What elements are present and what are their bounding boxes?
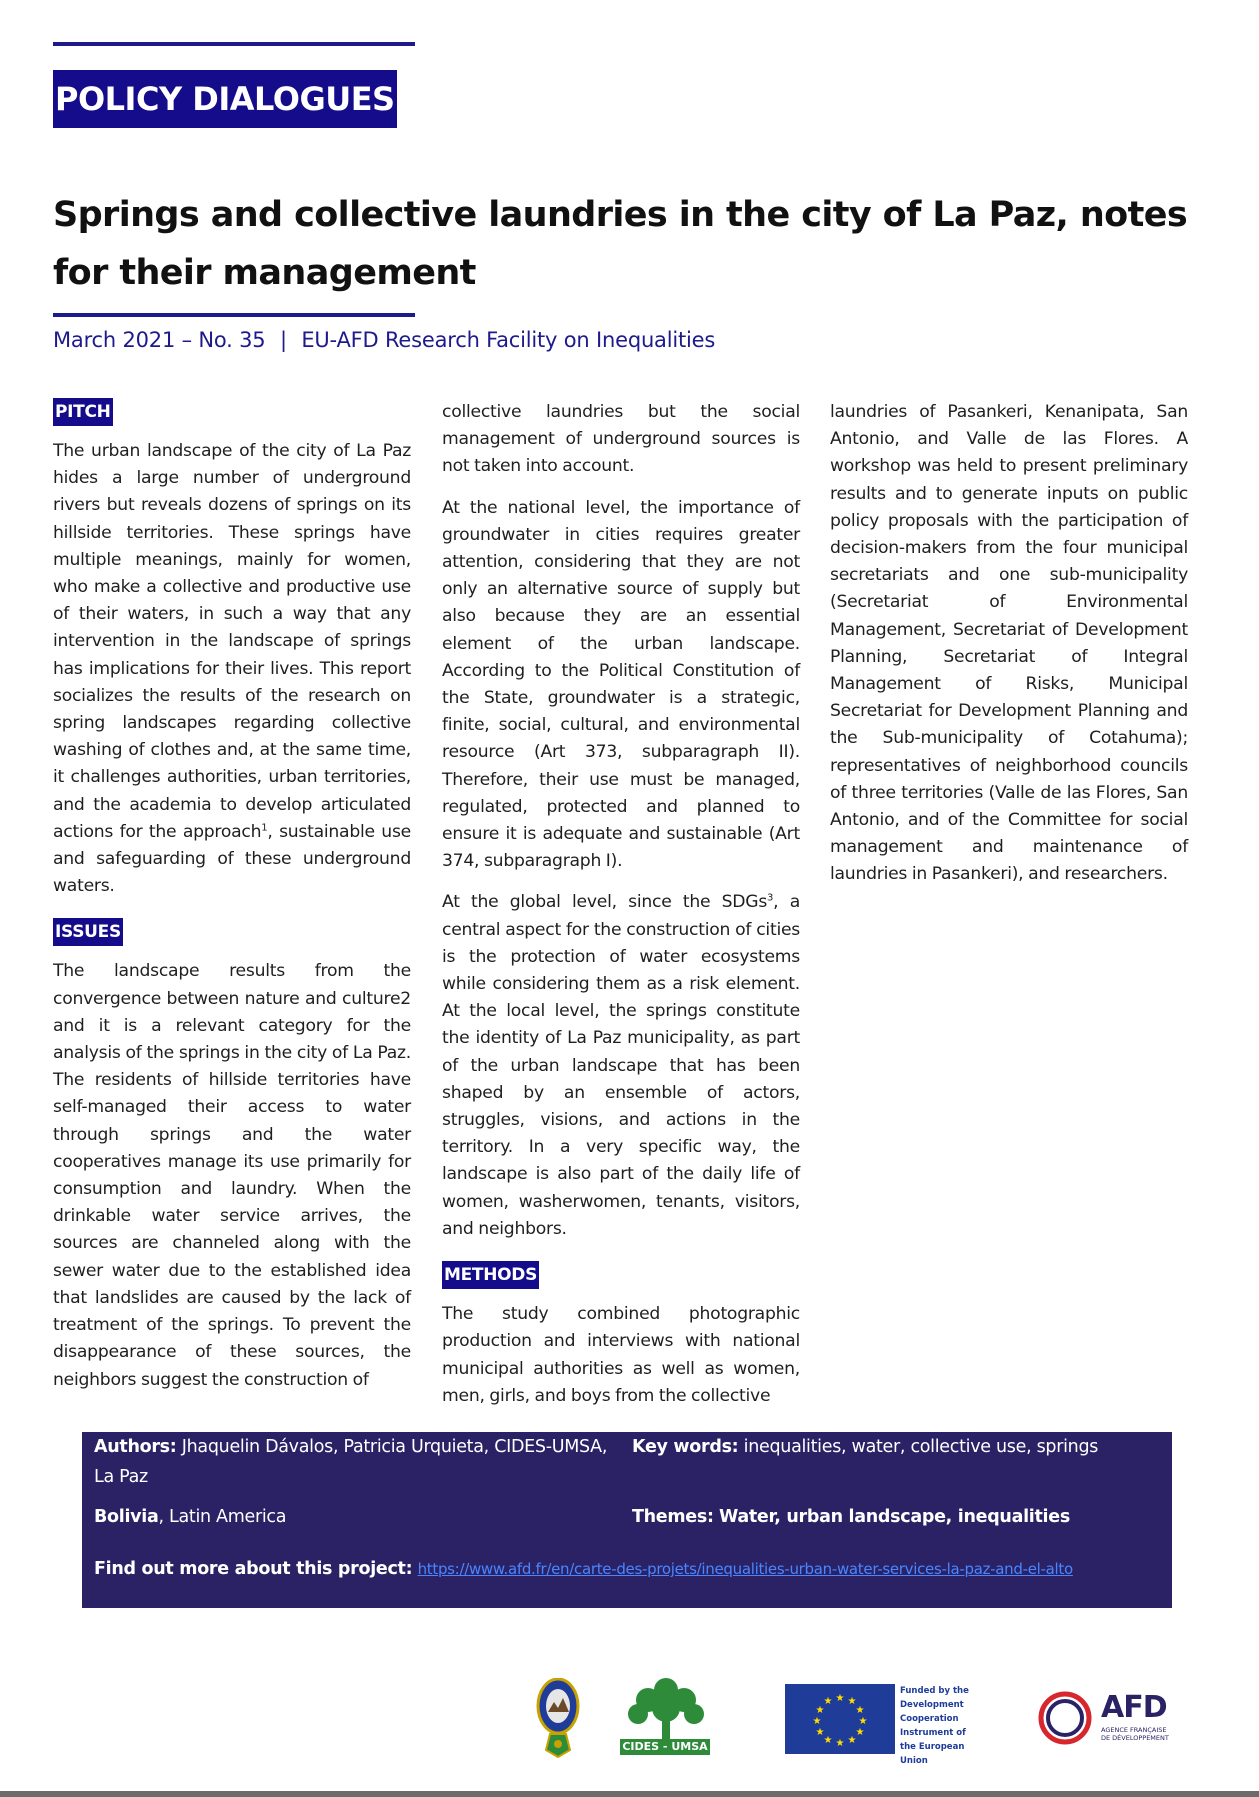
pitch-paragraph: The urban landscape of the city of La Paz hides a large number of underground rivers but reveals dozens of springs on its hillside territories. These springs have multiple meanings, mainly for women, who make a collective and productive use of their waters, in such a way that any intervention in the landscape of springs has implications for their lives. This report socializes the results of the research on spring landscapes regarding collective washing of clothes and, at the same time, it challenges authorities, urban territories, and the academia to develop articulated actions for the approach$^1$, sustainable use and safeguarding of these underground waters. xyxy=(53,441,411,897)
cides-umsa-logo xyxy=(618,1676,714,1758)
eu-logo xyxy=(785,1684,895,1758)
afd-logo xyxy=(1035,1688,1175,1748)
section-heading-methods: METHODS xyxy=(442,1261,539,1289)
issues-paragraph-continued: collective laundries but the social management of underground sources is not taken into account. xyxy=(442,402,800,477)
svg-text:★: ★ xyxy=(855,1727,865,1738)
column-2 xyxy=(442,399,800,1424)
svg-text:★: ★ xyxy=(847,1735,857,1746)
svg-text:★: ★ xyxy=(835,1738,845,1749)
column-1 xyxy=(53,398,411,1408)
svg-text:★: ★ xyxy=(847,1696,857,1707)
themes: Themes: Water, urban landscape, inequalities xyxy=(632,1507,1070,1527)
tree-icon xyxy=(618,1676,714,1740)
afd-subtitle-2: DE DÉVELOPPEMENT xyxy=(1101,1734,1169,1742)
afd-label: AFD xyxy=(1101,1690,1167,1725)
svg-text:★: ★ xyxy=(858,1716,868,1727)
column-3 xyxy=(830,399,1188,903)
svg-text:★: ★ xyxy=(815,1727,825,1738)
afd-ring-icon xyxy=(1035,1688,1097,1748)
afd-subtitle-1: AGENCE FRANÇAISE xyxy=(1101,1726,1167,1734)
series-banner: POLICY DIALOGUES xyxy=(53,70,397,128)
top-rule xyxy=(53,42,415,46)
page-title xyxy=(53,186,1203,302)
svg-text:★: ★ xyxy=(812,1716,822,1727)
section-heading-pitch: PITCH xyxy=(53,398,113,426)
svg-text:★: ★ xyxy=(815,1705,825,1716)
issues-paragraph: The landscape results from the convergence between nature and culture2 and it is a relevant category for the analysis of the springs in the city of La Paz. The residents of hillside territories have self-managed their access to water through springs and the water cooperatives manage its use primarily for consumption and laundry. When the drinkable water service arrives, the sources are channeled along with the sewer water due to the established idea that landslides are caused by the lack of treatment of the springs. To prevent the disappearance of these sources, the neighbors suggest the construction of xyxy=(53,961,411,1390)
authors: Authors: Jhaquelin Dávalos, Patricia Urquieta, CIDES-UMSA, La Paz xyxy=(94,1437,608,1487)
issues-paragraph-3: At the global level, since the SDGs$^3$, a central aspect for the construction of cities is the protection of water ecosystems while considering them as a risk element. At the local level, the springs constitute the identity of La Paz municipality, as part of the urban landscape that has been shaped by an ensemble of actors, struggles, visions, and actions in the territory. In a very specific way, the landscape is also part of the daily life of women, washerwomen, tenants, visitors, and neighbors. xyxy=(442,892,800,1239)
issues-paragraph-2: At the national level, the importance of groundwater in cities requires greater attention, considering that they are not only an alternative source of supply but also because they are an essential element of the urban landscape. According to the Political Constitution of the State, groundwater is a strategic, finite, social, cultural, and environmental resource (Art 373, subparagraph II). Therefore, their use must be managed, regulated, protected and planned to ensure it is adequate and sustainable (Art 374, subparagraph I). xyxy=(442,497,800,872)
eu-funding-text: Funded by the Development Cooperation Instrument of the European Union xyxy=(900,1686,969,1766)
eu-flag-icon xyxy=(785,1684,895,1754)
title-line-1: Springs and collective laundries in the city of La Paz, notes xyxy=(53,195,1188,235)
issue-date: March 2021 – No. 35 xyxy=(53,328,266,352)
issue-separator: | xyxy=(279,328,287,352)
series-name: EU-AFD Research Facility on Inequalities xyxy=(301,328,716,352)
title-line-2: for their management xyxy=(53,253,476,293)
project-link-row: Find out more about this project: https://www.afd.fr/en/carte-des-projets/inequalities-urban-water-services-la-paz-and-el-alto xyxy=(94,1559,1073,1579)
section-heading-issues: ISSUES xyxy=(53,918,123,946)
footnote-ref-3: 3 xyxy=(767,892,774,904)
methods-paragraph-continued: laundries of Pasankeri, Kenanipata, San Antonio, and Valle de las Flores. A workshop was held to present preliminary results and to generate inputs on public policy proposals with the participation of decision-makers from the four municipal secretariats and one sub-municipality (Secretariat of Environmental Management, Secretariat of Development Planning, Secretariat of Integral Management of Risks, Municipal Secretariat for Development Planning and the Sub-municipality of Cotahuma); representatives of neighborhood councils of three territories (Valle de las Flores, San Antonio, and of the Committee for social management and maintenance of laundries in Pasankeri), and researchers. xyxy=(830,402,1188,885)
svg-text:★: ★ xyxy=(855,1705,865,1716)
footnote-ref-1: 1 xyxy=(261,822,268,834)
issue-line xyxy=(53,328,715,352)
svg-text:★: ★ xyxy=(823,1696,833,1707)
methods-paragraph: The study combined photographic production and interviews with national municipal authorities as well as women, men, girls, and boys from the collective xyxy=(442,1304,800,1406)
keywords: Key words: inequalities, water, collective use, springs xyxy=(632,1437,1099,1457)
region: Bolivia, Latin America xyxy=(94,1507,287,1527)
svg-text:★: ★ xyxy=(835,1693,845,1704)
metadata-box xyxy=(82,1432,1172,1608)
svg-text:★: ★ xyxy=(823,1735,833,1746)
umsa-seal-logo xyxy=(536,1678,580,1762)
cides-umsa-label: CIDES - UMSA xyxy=(620,1739,710,1755)
title-rule xyxy=(53,313,415,317)
project-link[interactable]: https://www.afd.fr/en/carte-des-projets/inequalities-urban-water-services-la-paz-and-el-alto xyxy=(417,1560,1073,1578)
page-bottom-bar xyxy=(0,1791,1259,1797)
